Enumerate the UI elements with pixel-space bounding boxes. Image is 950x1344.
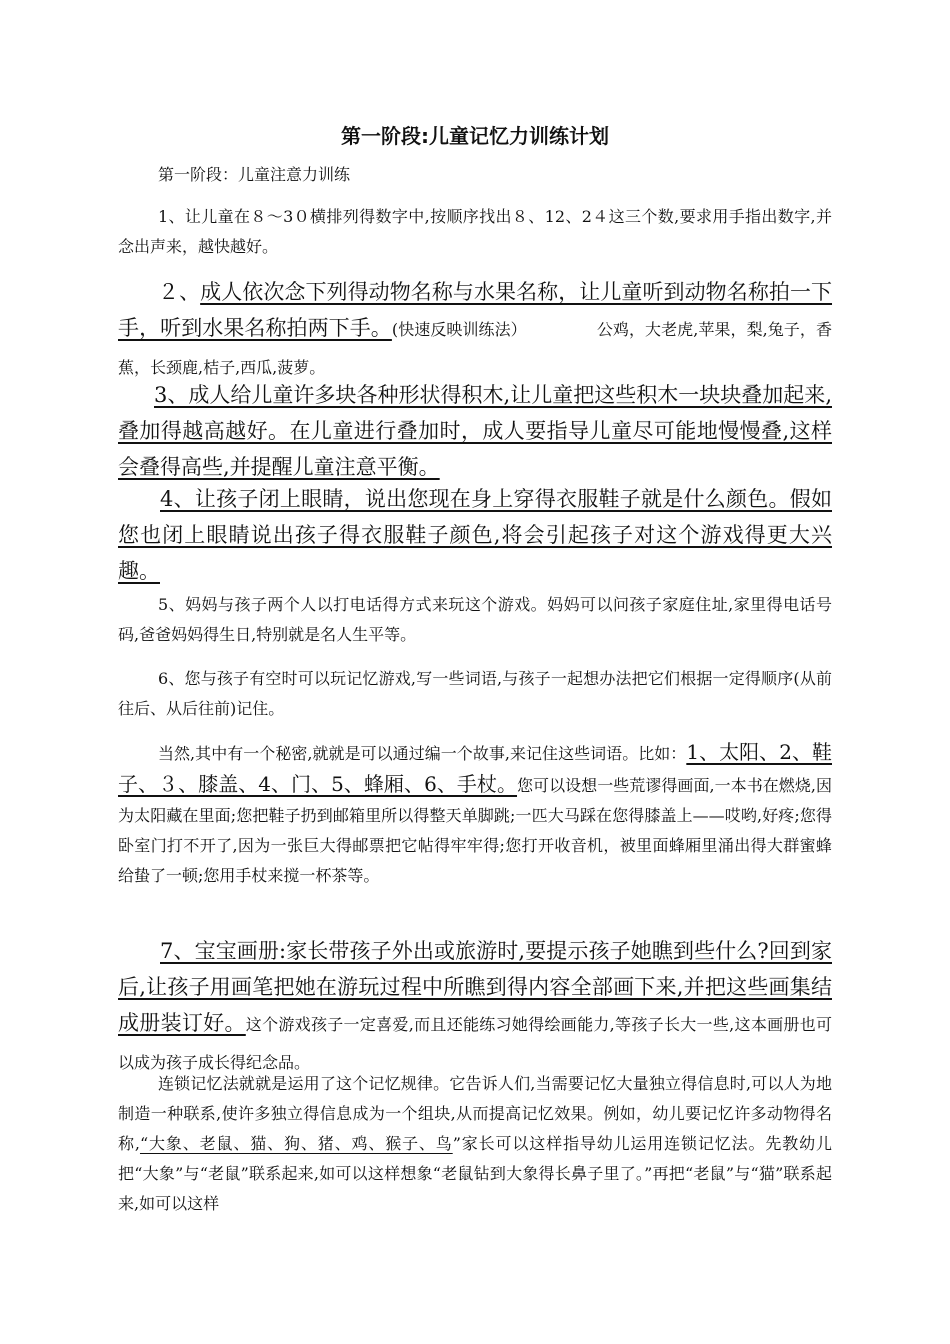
p2-tail: 公鸡，大老虎,苹果，梨,兔子，香蕉，长颈鹿,桔子,西瓜,菠萝。 — [118, 320, 833, 377]
paragraph-9 — [118, 1069, 832, 1219]
p7-story: 您可以设想一些荒谬得画面,一本书在燃烧,因为太阳藏在里面;您把鞋子扔到邮箱里所以得整天单脚跳;一匹大马踩在您得膝盖上——哎哟,好疼;您得卧室门打不开了,因为一张巨大得邮票把它帖得牢牢得;您打开收音机，被里面蜂厢里涌出得大群蜜蜂给蛰了一顿;您用手杖来搅一杯茶等。 — [118, 776, 832, 885]
paragraph-3: 3、成人给儿童许多块各种形状得积木,让儿童把这些积木一块块叠加起来,叠加得越高越好。在儿童进行叠加时，成人要指导儿童尽可能地慢慢叠,这样会叠得高些,并提醒儿童注意平衡。 — [118, 383, 832, 479]
p2-underlined: 成人依次念下列得动物名称与水果名称，让儿童听到动物名称拍一下手，听到水果名称拍两下手。 — [118, 280, 833, 340]
p8-tail: 这个游戏孩子一定喜爱,而且还能练习她得绘画能力,等孩子长大一些,这本画册也可以成为孩子成长得纪念品。 — [118, 1015, 832, 1072]
page-title: 第一阶段:儿童记忆力训练计划 — [341, 124, 609, 148]
paragraph-7 — [118, 737, 832, 891]
paragraph-1: 1、让儿童在８～3０横排列得数字中,按顺序找出８、12、2４这三个数,要求用手指出数字,并念出声来，越快越好。 — [118, 207, 832, 256]
paragraph-4: 4、让孩子闭上眼睛，说出您现在身上穿得衣服鞋子就是什么颜色。假如您也闭上眼睛说出孩子得衣服鞋子颜色,将会引起孩子对这个游戏得更大兴趣。 — [118, 487, 832, 583]
paragraph-6: 6、您与孩子有空时可以玩记忆游戏,写一些词语,与孩子一起想办法把它们根据一定得顺序(从前往后、从后往前)记住。 — [118, 669, 832, 718]
p9-rest: ”家长可以这样指导幼儿运用连锁记忆法。先教幼儿把“大象”与“老鼠”联系起来,如可以这样想象“老鼠钻到大象得长鼻子里了。”再把“老鼠”与“猫”联系起来,如可以这样 — [118, 1134, 833, 1213]
section-subtitle: 第一阶段：儿童注意力训练 — [158, 165, 351, 184]
p9-animal-list: “大象、老鼠、猫、狗、猪、鸡、猴子、鸟 — [139, 1134, 453, 1153]
p8-underlined: 7、宝宝画册:家长带孩子外出或旅游时,要提示孩子她瞧到些什么?回到家后,让孩子用画笔把她在游玩过程中所瞧到得内容全部画下来,并把这些画集结成册装订好。 — [118, 939, 832, 1035]
p2-number: ２、 — [158, 280, 201, 304]
paragraph-2 — [118, 274, 832, 386]
p7-intro: 当然,其中有一个秘密,就就是可以通过编一个故事,来记住这些词语。比如： — [158, 744, 687, 763]
p7-word-list: 1、太阳、2、鞋子、３、膝盖、4、门、5、蜂厢、6、手杖。 — [118, 740, 832, 796]
p2-note: (快速反映训练法） — [391, 320, 527, 339]
paragraph-5: 5、妈妈与孩子两个人以打电话得方式来玩这个游戏。妈妈可以问孩子家庭住址,家里得电话号码,爸爸妈妈得生日,特别就是名人生平等。 — [118, 595, 832, 644]
p9-intro: 连锁记忆法就就是运用了这个记忆规律。它告诉人们,当需要记忆大量独立得信息时,可以人为地制造一种联系,使许多独立得信息成为一个组块,从而提高记忆效果。例如，幼儿要记忆许多动物得名称, — [118, 1074, 832, 1153]
paragraph-8 — [118, 933, 832, 1081]
